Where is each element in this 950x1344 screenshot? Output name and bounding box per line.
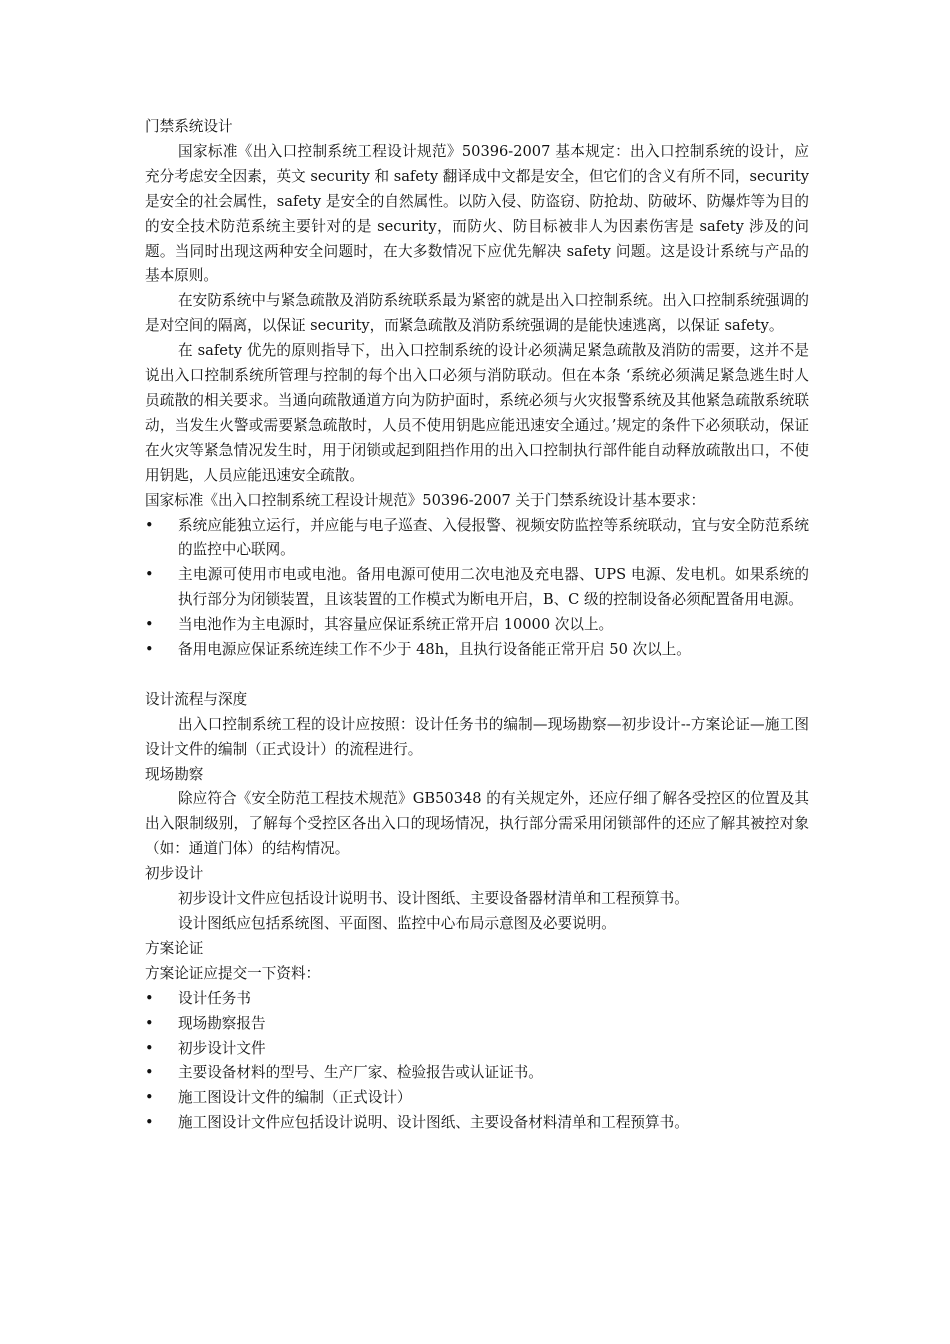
list-item-text: 初步设计文件 <box>178 1039 266 1057</box>
list-item <box>145 613 809 638</box>
paragraph-preliminary-docs: 初步设计文件应包括设计说明书、设计图纸、主要设备器材清单和工程预算书。 <box>178 890 689 908</box>
bullet-icon: • <box>145 1014 154 1032</box>
list-item <box>145 638 809 663</box>
list-item-text: 设计任务书 <box>178 989 251 1007</box>
paragraph-requirements-intro: 国家标准《出入口控制系统工程设计规范》50396-2007 关于门禁系统设计基本要求： <box>145 491 706 509</box>
bullet-icon: • <box>145 641 154 659</box>
bullet-icon: • <box>145 1064 154 1082</box>
list-item <box>145 514 809 564</box>
list-item-text: 主要设备材料的型号、生产厂家、检验报告或认证证书。 <box>178 1064 543 1082</box>
paragraph-design-process: 出入口控制系统工程的设计应按照：设计任务书的编制—现场勘察—初步设计--方案论证—施工图设计文件的编制（正式设计）的流程进行。 <box>145 715 809 758</box>
paragraph-proposal-intro: 方案论证应提交一下资料： <box>145 964 321 982</box>
list-item <box>145 1012 809 1037</box>
list-item-text: 现场勘察报告 <box>178 1014 266 1032</box>
subsection-title-proposal-review: 方案论证 <box>145 939 204 957</box>
list-item <box>145 1037 809 1062</box>
list-item-text: 施工图设计文件的编制（正式设计） <box>178 1089 412 1107</box>
bullet-icon: • <box>145 516 154 534</box>
bullet-icon: • <box>145 989 154 1007</box>
list-item <box>145 563 809 613</box>
list-item-text: 当电池作为主电源时，其容量应保证系统正常开启 10000 次以上。 <box>178 616 614 634</box>
requirements-list <box>145 514 809 663</box>
section-title-design-process: 设计流程与深度 <box>145 690 248 708</box>
bullet-icon: • <box>145 1114 154 1132</box>
document-body <box>145 115 809 1136</box>
bullet-icon: • <box>145 566 154 584</box>
bullet-icon: • <box>145 616 154 634</box>
list-item <box>145 987 809 1012</box>
list-item-text: 系统应能独立运行，并应能与电子巡查、入侵报警、视频安防监控等系统联动，宜与安全防范系统的监控中心联网。 <box>178 516 809 559</box>
paragraph-basic-rules: 国家标准《出入口控制系统工程设计规范》50396-2007 基本规定：出入口控制系统的设计，应充分考虑安全因素，英文 security 和 safety 翻译成中文都是安全，但它们的含义有所不同，security 是安全的社会属性，safety 是安全的自然属性。以防入侵、防盗窃、防抢劫、防破坏、防爆炸等为目的的安全技术防范系统主要针对的是 security，而防火、防目标被非人为因素伤害是 safety 涉及的问题。当同时出现这两种安全问题时，在大多数情况下应优先解决 safety 问题。这是设计系统与产品的基本原则。 <box>145 142 809 285</box>
paragraph-security-safety: 在安防系统中与紧急疏散及消防系统联系最为紧密的就是出入口控制系统。出入口控制系统强调的是对空间的隔离，以保证 security，而紧急疏散及消防系统强调的是能快速逃离，以保证 safety。 <box>145 292 809 335</box>
proposal-materials-list <box>145 987 809 1136</box>
bullet-icon: • <box>145 1089 154 1107</box>
paragraph-site-survey: 除应符合《安全防范工程技术规范》GB50348 的有关规定外，还应仔细了解各受控区的位置及其出入限制级别，了解每个受控区各出入口的现场情况，执行部分需采用闭锁部件的还应了解其被控对象（如：通道门体）的结构情况。 <box>145 790 809 858</box>
paragraph-safety-priority: 在 safety 优先的原则指导下，出入口控制系统的设计必须满足紧急疏散及消防的需要，这并不是说出入口控制系统所管理与控制的每个出入口必须与消防联动。但在本条 ‘系统必须满足紧急逃生时人员疏散的相关要求。当通向疏散通道方向为防护面时，系统必须与火灾报警系统及其他紧急疏散系统联动，当发生火警或需要紧急疏散时，人员不使用钥匙应能迅速安全通过。’规定的条件下必须联动，保证在火灾等紧急情况发生时，用于闭锁或起到阻挡作用的出入口控制执行部件能自动释放疏散出口，不使用钥匙，人员应能迅速安全疏散。 <box>145 342 809 484</box>
list-item <box>145 1061 809 1086</box>
list-item-text: 施工图设计文件应包括设计说明、设计图纸、主要设备材料清单和工程预算书。 <box>178 1114 689 1132</box>
blank-line <box>145 663 809 688</box>
subsection-title-site-survey: 现场勘察 <box>145 765 204 783</box>
paragraph-preliminary-drawings: 设计图纸应包括系统图、平面图、监控中心布局示意图及必要说明。 <box>178 914 616 932</box>
section-title-access-control: 门禁系统设计 <box>145 118 233 135</box>
list-item-text: 备用电源应保证系统连续工作不少于 48h，且执行设备能正常开启 50 次以上。 <box>178 641 691 659</box>
list-item-text: 主电源可使用市电或电池。备用电源可使用二次电池及充电器、UPS 电源、发电机。如果系统的执行部分为闭锁装置，且该装置的工作模式为断电开启，B、C 级的控制设备必须配置备用电源。 <box>178 566 809 609</box>
bullet-icon: • <box>145 1039 154 1057</box>
list-item <box>145 1111 809 1136</box>
subsection-title-preliminary-design: 初步设计 <box>145 865 204 883</box>
list-item <box>145 1086 809 1111</box>
